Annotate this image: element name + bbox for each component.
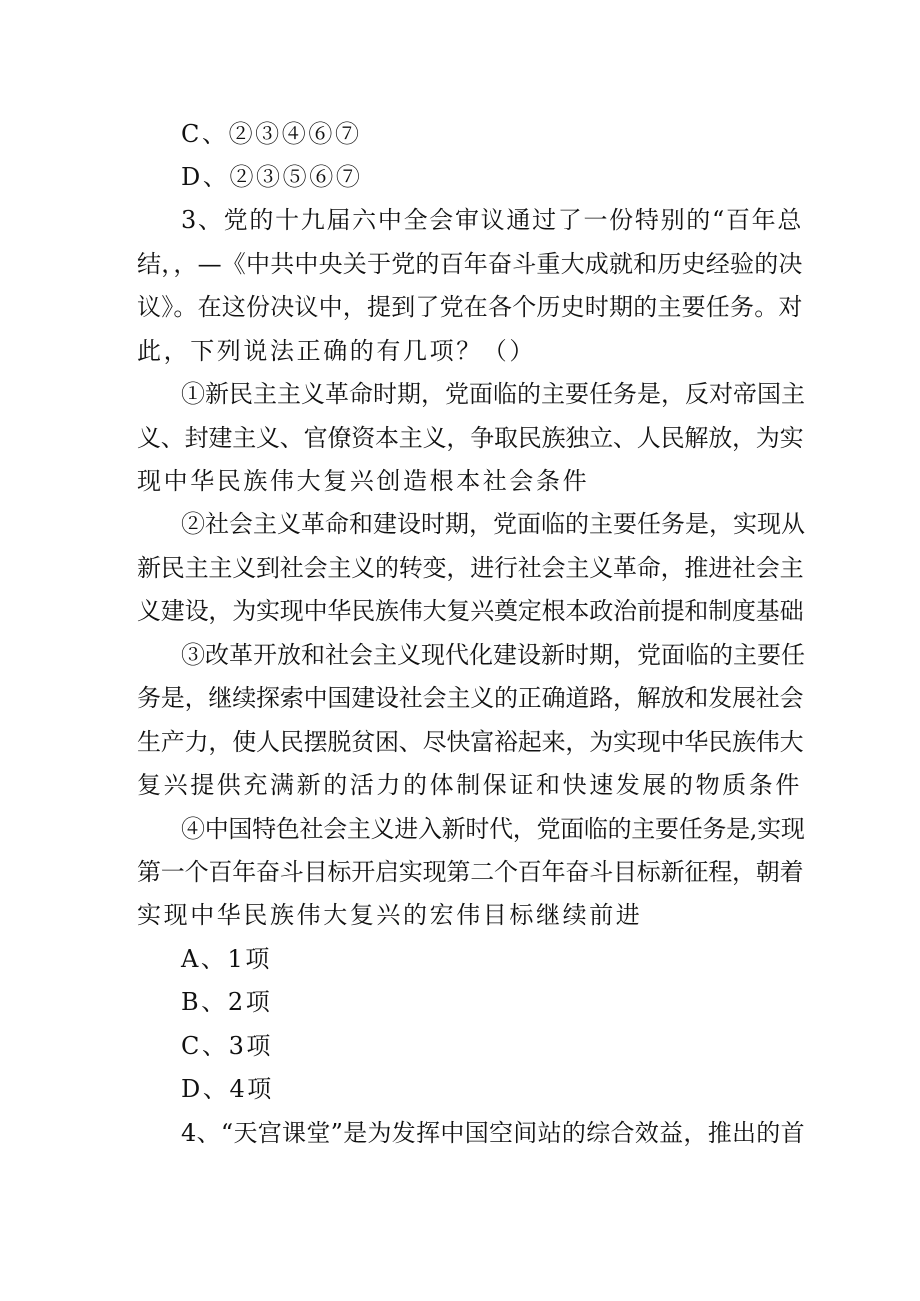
statement1-line1: ①新民主主义革命时期，党面临的主要任务是，反对帝国主 [181,380,805,408]
option-c-prev: C、②③④⑥⑦ [181,120,362,148]
question3-stem-line3: 议》。在这份决议中，提到了党在各个历史时期的主要任务。对 [137,293,803,321]
question3-stem-line1: 3、党的十九届六中全会审议通过了一份特别的“百年总 [181,206,804,234]
statement3-line2: 务是，继续探索中国建设社会主义的正确道路，解放和发展社会 [137,684,804,712]
question3-stem-line2: 结，，—《中共中央关于党的百年奋斗重大成就和历史经验的决 [137,250,803,278]
statement4-line3: 实现中华民族伟大复兴的宏伟目标继续前进 [137,901,643,929]
option-b: B、2项 [181,988,273,1016]
statement1-line2: 义、封建主义、官僚资本主义，争取民族独立、人民解放，为实 [137,424,804,452]
option-d: D、4项 [181,1075,274,1103]
option-c: C、3项 [181,1032,274,1060]
option-d-prev: D、②③⑤⑥⑦ [181,163,363,191]
statement3-line3: 生产力，使人民摆脱贫困、尽快富裕起来，为实现中华民族伟大 [137,728,804,756]
option-a: A、1项 [181,945,273,973]
statement2-line2: 新民主主义到社会主义的转变，进行社会主义革命，推进社会主 [137,554,804,582]
question3-stem-line4: 此，下列说法正确的有几项？（） [137,337,536,365]
statement4-line2: 第一个百年奋斗目标开启实现第二个百年奋斗目标新征程，朝着 [137,858,804,886]
statement2-line3: 义建设，为实现中华民族伟大复兴奠定根本政治前提和制度基础 [137,597,804,625]
question4-stem-line1: 4、“天宫课堂”是为发挥中国空间站的综合效益，推出的首 [181,1119,805,1147]
statement4-line1: ④中国特色社会主义进入新时代，党面临的主要任务是,实现 [181,815,805,843]
statement2-line1: ②社会主义革命和建设时期，党面临的主要任务是，实现从 [181,510,805,538]
statement3-line1: ③改革开放和社会主义现代化建设新时期，党面临的主要任 [181,641,805,669]
statement3-line4: 复兴提供充满新的活力的体制保证和快速发展的物质条件 [137,771,802,799]
statement1-line3: 现中华民族伟大复兴创造根本社会条件 [137,467,590,495]
